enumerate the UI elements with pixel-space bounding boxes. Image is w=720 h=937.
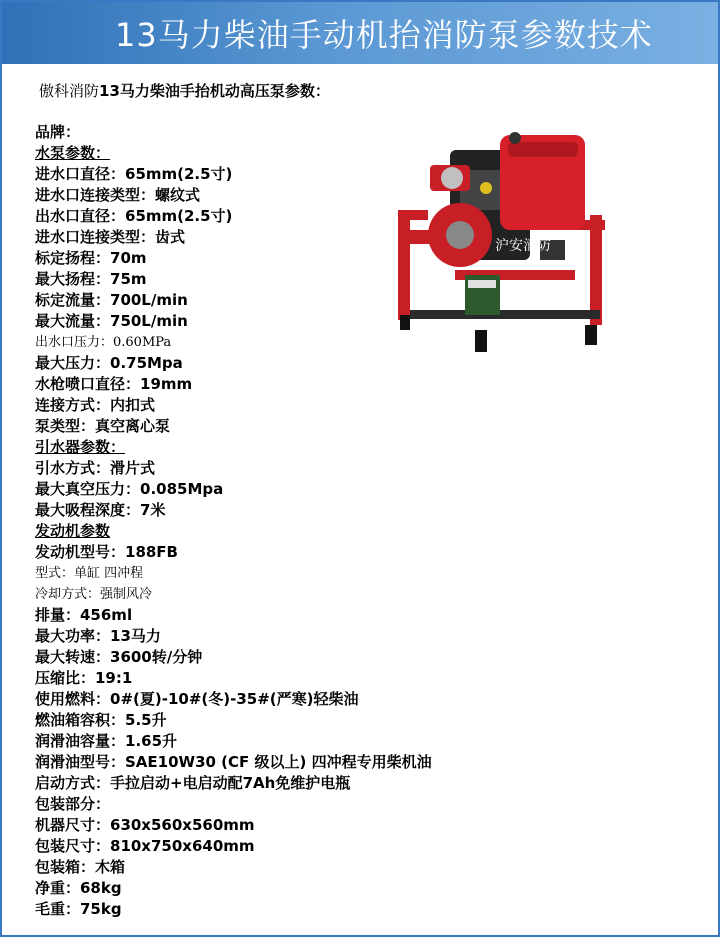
- spec-text: 最大扬程：75m: [35, 270, 147, 288]
- spec-row: [35, 815, 432, 836]
- spec-text: 最大转速：3600转/分钟: [35, 648, 203, 666]
- spec-row: [35, 752, 432, 773]
- spec-text: 标定扬程：70m: [35, 249, 147, 267]
- spec-text: 进水口连接类型：螺纹式: [35, 186, 201, 204]
- spec-text: 最大功率：13马力: [35, 627, 161, 645]
- spec-row: [35, 710, 432, 731]
- spec-row: [35, 227, 432, 248]
- spec-text: 润滑油型号：SAE10W30 (CF 级以上) 四冲程专用柴机油: [35, 753, 432, 771]
- spec-text: 发动机参数: [35, 522, 111, 540]
- spec-text: 出水口压力：0.60MPa: [35, 335, 172, 350]
- spec-text: 发动机型号：188FB: [35, 543, 178, 561]
- spec-row: [35, 311, 432, 332]
- frame-right-leg: [590, 215, 602, 325]
- title-banner: [2, 2, 718, 64]
- spec-text: 冷却方式：强制风冷: [35, 587, 153, 602]
- spec-text: 润滑油容量：1.65升: [35, 732, 178, 750]
- image-watermark: 沪安消防: [495, 238, 551, 254]
- spec-row: [35, 731, 432, 752]
- spec-row: [35, 542, 432, 563]
- spec-row: [35, 143, 432, 164]
- banner-title: 13马力柴油手动机抬消防泵参数技术: [115, 16, 653, 54]
- spec-row: [35, 626, 432, 647]
- spec-text: 最大流量：750L/min: [35, 312, 188, 330]
- spec-text: 包装部分：: [35, 795, 111, 813]
- spec-row: [35, 899, 432, 920]
- spec-text: 型式：单缸 四冲程: [35, 566, 144, 581]
- spec-row: [35, 605, 432, 626]
- spec-row: [35, 857, 432, 878]
- intro-line: [39, 80, 330, 101]
- spec-row: [35, 668, 432, 689]
- spec-row: [35, 500, 432, 521]
- spec-text: 燃油箱容积：5.5升: [35, 711, 167, 729]
- spec-text: 进水口直径：65mm(2.5寸): [35, 165, 233, 183]
- spec-row: [35, 647, 432, 668]
- spec-row: [35, 437, 432, 458]
- brand-name: 傲科消防: [39, 82, 100, 100]
- spec-row: [35, 689, 432, 710]
- spec-text: 启动方式：手拉启动+电启动配7Ah免维护电瓶: [35, 774, 351, 792]
- spec-row: [35, 248, 432, 269]
- spec-row: [35, 836, 432, 857]
- spec-text: 包装箱：木箱: [35, 858, 126, 876]
- spec-row: [35, 332, 432, 353]
- spec-text: 最大真空压力：0.085Mpa: [35, 480, 224, 498]
- spec-text: 最大压力：0.75Mpa: [35, 354, 183, 372]
- spec-row: [35, 416, 432, 437]
- spec-text: 排量：456ml: [35, 606, 133, 624]
- spec-text: 水枪喷口直径：19mm: [35, 375, 193, 393]
- spec-row: [35, 584, 432, 605]
- spec-row: [35, 353, 432, 374]
- spec-row: [35, 269, 432, 290]
- spec-row: [35, 521, 432, 542]
- spec-row: [35, 122, 432, 143]
- spec-text: 水泵参数：: [35, 144, 111, 162]
- spec-row: [35, 395, 432, 416]
- spec-text: 标定流量：700L/min: [35, 291, 188, 309]
- spec-text: 净重：68kg: [35, 879, 122, 897]
- spec-text: 使用燃料：0#(夏)-10#(冬)-35#(严寒)轻柴油: [35, 690, 359, 708]
- spec-text: 泵类型：真空离心泵: [35, 417, 171, 435]
- spec-text: 进水口连接类型：齿式: [35, 228, 186, 246]
- spec-text: 出水口直径：65mm(2.5寸): [35, 207, 233, 225]
- intro-title: 13马力柴油手抬机动高压泵参数：: [99, 82, 330, 100]
- spec-row: [35, 773, 432, 794]
- spec-text: 引水方式：滑片式: [35, 459, 156, 477]
- spec-text: 包装尺寸：810x750x640mm: [35, 837, 255, 855]
- spec-row: [35, 164, 432, 185]
- spec-row: [35, 458, 432, 479]
- frame-left-leg: [398, 210, 410, 320]
- spec-row: [35, 374, 432, 395]
- spec-row: [35, 185, 432, 206]
- spec-row: [35, 563, 432, 584]
- spec-row: [35, 479, 432, 500]
- spec-row: [35, 290, 432, 311]
- spec-text: 连接方式：内扣式: [35, 396, 156, 414]
- spec-text: 压缩比：19:1: [35, 669, 133, 687]
- spec-row: [35, 878, 432, 899]
- spec-text: 最大吸程深度：7米: [35, 501, 166, 519]
- spec-text: 引水器参数：: [35, 438, 126, 456]
- spec-row: [35, 206, 432, 227]
- spec-text: 品牌：: [35, 123, 81, 141]
- spec-text: 机器尺寸：630x560x560mm: [35, 816, 255, 834]
- spec-list: [35, 122, 432, 920]
- spec-text: 毛重：75kg: [35, 900, 122, 918]
- spec-row: [35, 794, 432, 815]
